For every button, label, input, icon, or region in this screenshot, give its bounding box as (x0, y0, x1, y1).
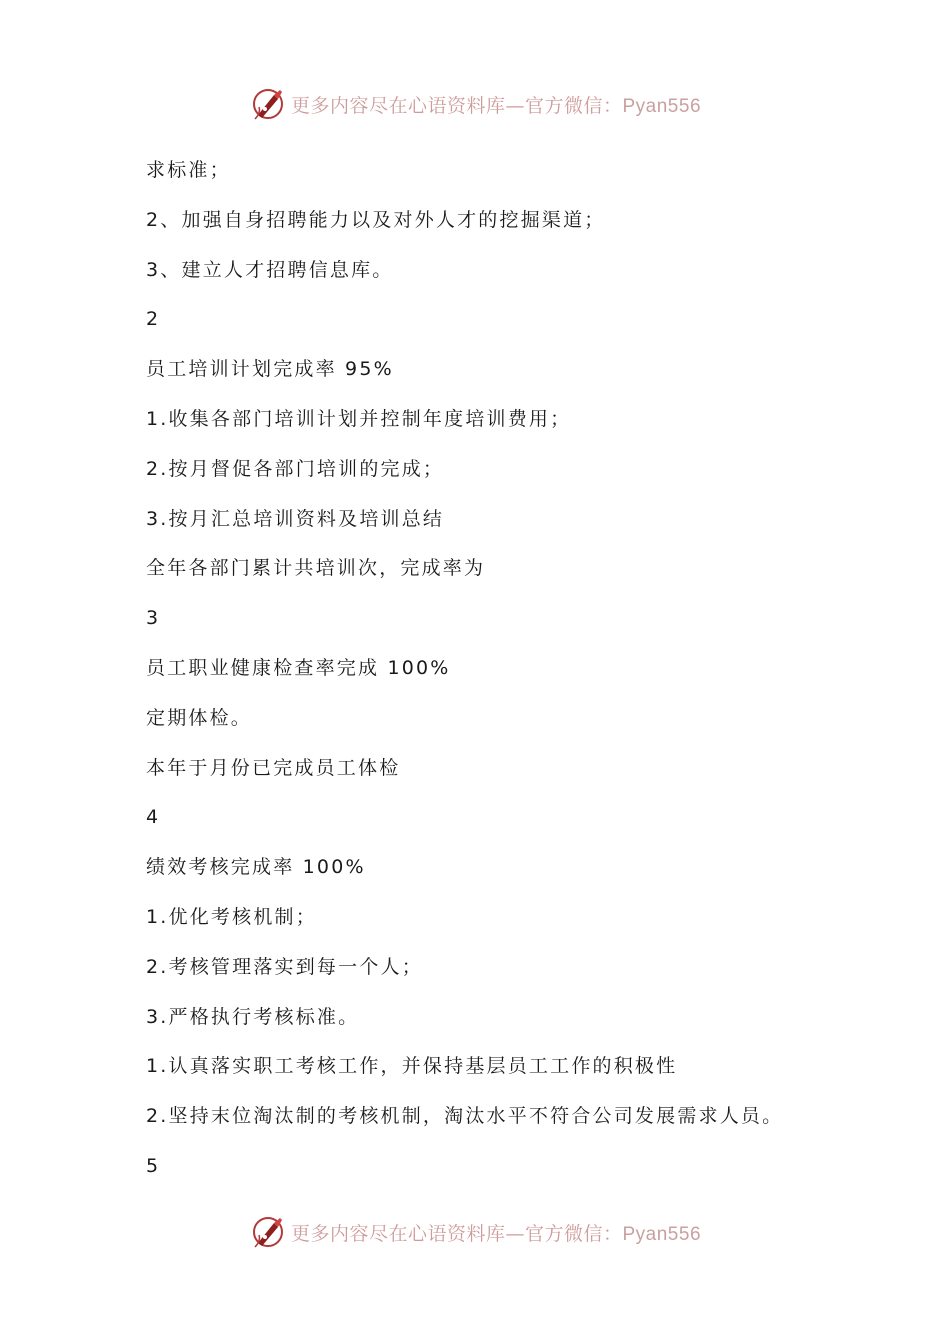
section-number: 3 (146, 607, 161, 630)
text-line: 2.坚持末位淘汰制的考核机制，淘汰水平不符合公司发展需求人员。 (146, 1105, 784, 1128)
text-line: 3.按月汇总培训资料及培训总结 (146, 507, 445, 530)
text-line: 2.考核管理落实到每一个人； (146, 955, 423, 978)
watermark-text: 更多内容尽在心语资料库—官方微信：Pyan556 (290, 1222, 702, 1245)
wechat-id: Pyan556 (622, 95, 702, 117)
text-line: 2、加强自身招聘能力以及对外人才的挖掘渠道； (146, 208, 606, 231)
watermark-text: 更多内容尽在心语资料库—官方微信：Pyan556 (290, 94, 702, 117)
section-number: 2 (146, 308, 161, 331)
text-line: 3.严格执行考核标准。 (146, 1005, 360, 1028)
section-number: 5 (146, 1154, 161, 1177)
text-line: 2.按月督促各部门培训的完成； (146, 457, 445, 480)
document-body (146, 150, 846, 1196)
section-heading: 绩效考核完成率 100% (146, 856, 366, 879)
text-line: 1.认真落实职工考核工作，并保持基层员工工作的积极性 (146, 1055, 678, 1078)
text-line: 本年于月份已完成员工体检 (146, 756, 401, 779)
wechat-id: Pyan556 (622, 1223, 702, 1245)
pen-nib-logo-icon (249, 85, 287, 123)
pen-nib-logo-icon (249, 1213, 287, 1251)
text-line: 1.收集各部门培训计划并控制年度培训费用； (146, 407, 572, 430)
text-line: 全年各部门累计共培训次，完成率为 (146, 557, 486, 580)
header-watermark (0, 82, 950, 126)
text-line: 1.优化考核机制； (146, 905, 317, 928)
section-heading: 员工职业健康检查率完成 100% (146, 656, 451, 679)
section-heading: 员工培训计划完成率 95% (146, 358, 394, 381)
footer-watermark (0, 1210, 950, 1254)
section-number: 4 (146, 806, 161, 829)
text-line: 求标准； (146, 159, 231, 181)
text-line: 3、建立人才招聘信息库。 (146, 258, 394, 281)
text-line: 定期体检。 (146, 706, 253, 729)
